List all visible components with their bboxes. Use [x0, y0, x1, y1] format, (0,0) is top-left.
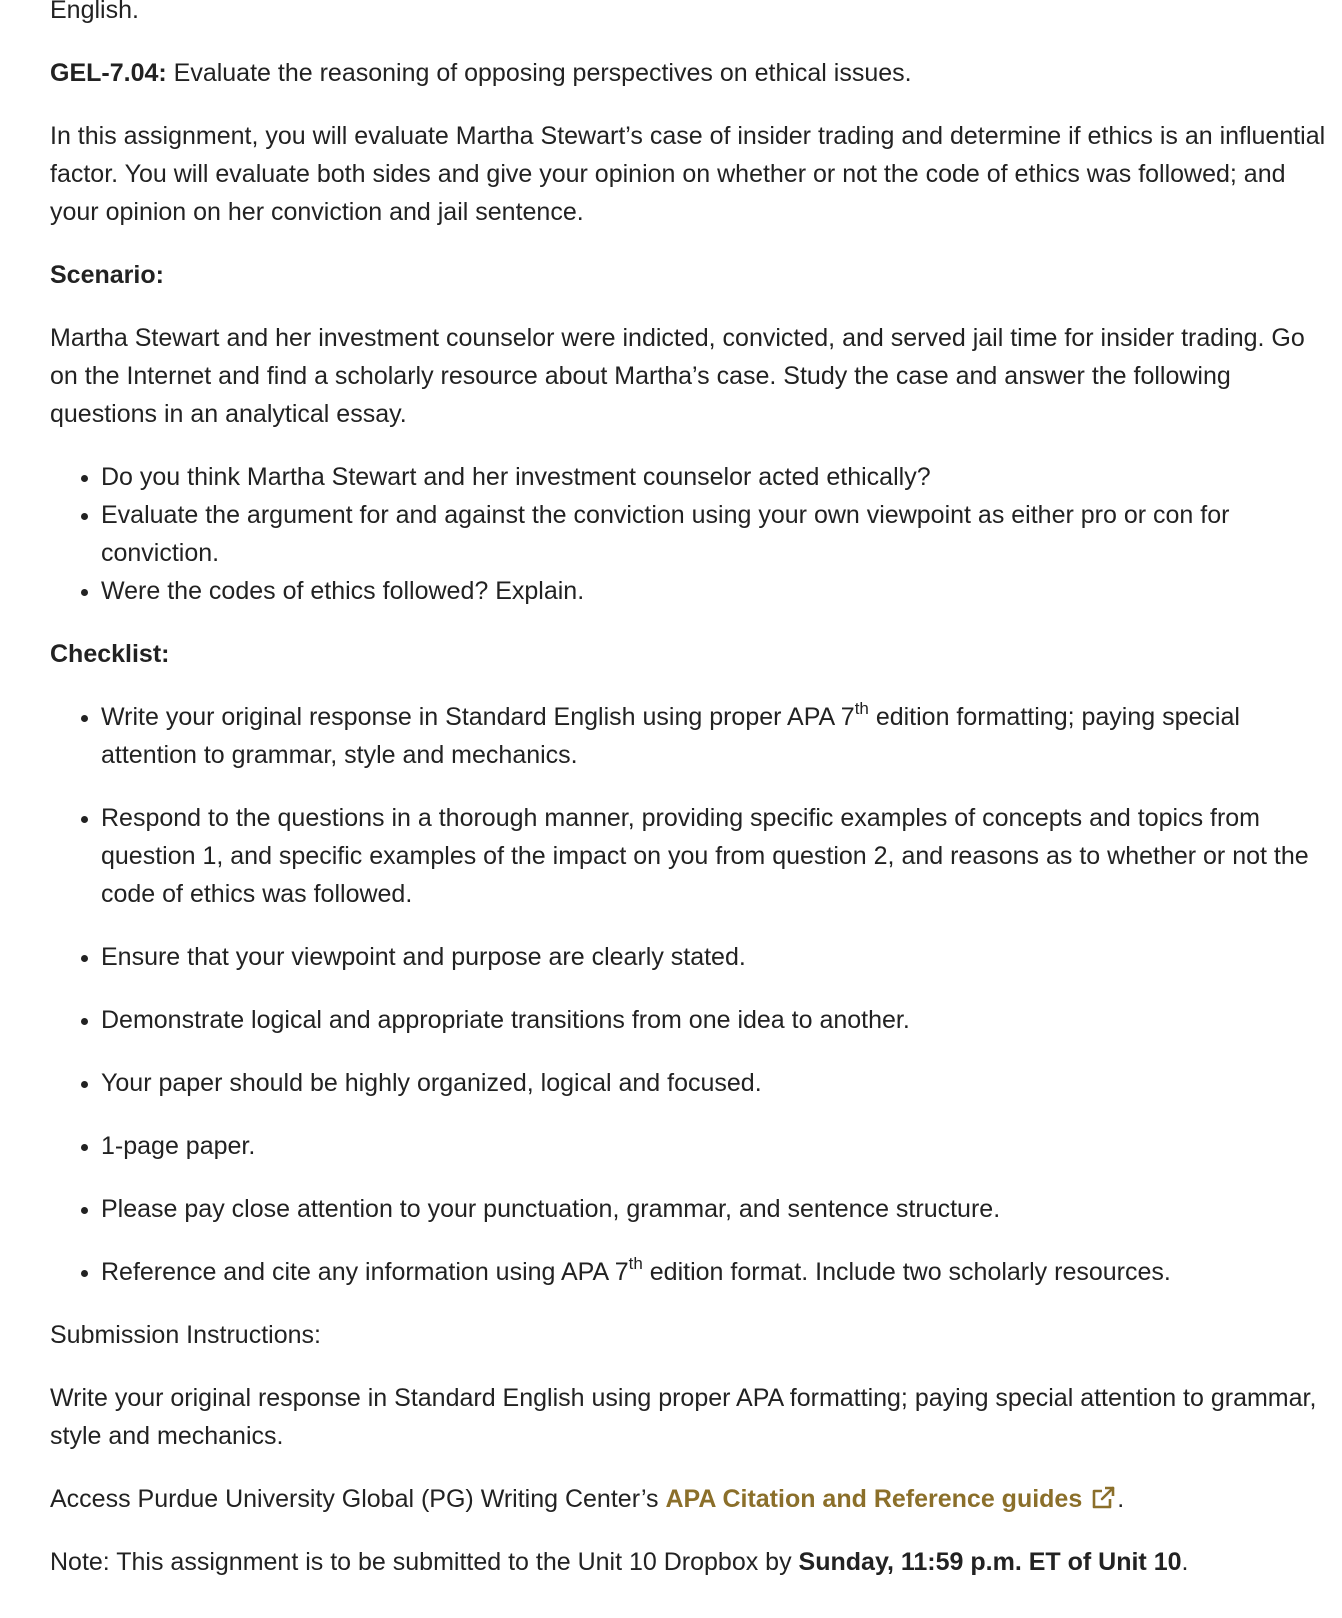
- list-item: • Do you think Martha Stewart and her investment counselor acted ethically?: [101, 458, 1330, 496]
- writing-center-access: Access Purdue University Global (PG) Writing Center’s APA Citation and Reference guides .: [50, 1485, 1125, 1513]
- submission-note: Note: This assignment is to be submitted to the Unit 10 Dropbox by Sunday, 11:59 p.m. ET of Unit 10.: [50, 1548, 1189, 1576]
- apa-guides-link[interactable]: APA Citation and Reference guides: [666, 1485, 1118, 1513]
- outcome-text: Evaluate the reasoning of opposing perspectives on ethical issues.: [166, 59, 912, 87]
- list-item: • Your paper should be highly organized, logical and focused.: [101, 1064, 1330, 1102]
- scenario-heading: Scenario:: [50, 261, 164, 289]
- list-item: • Respond to the questions in a thorough manner, providing specific examples of concepts and topics from question 1, and specific examples of the impact on you from question 2, and reasons as to whether or not the code of ethics was followed.: [101, 799, 1330, 913]
- external-link-icon: [1090, 1484, 1117, 1511]
- list-item: • Evaluate the argument for and against the conviction using your own viewpoint as either pro or con for conviction.: [101, 496, 1330, 572]
- learning-outcome: [50, 54, 1330, 92]
- intro-cut-line: English.: [50, 0, 139, 24]
- submission-paragraph: Write your original response in Standard English using proper APA formatting; paying special attention to grammar, style and mechanics.: [50, 1384, 1317, 1450]
- checklist: [50, 698, 1330, 1291]
- list-item: • Reference and cite any information using APA 7th edition format. Include two scholarly resources.: [101, 1253, 1330, 1291]
- intro-paragraph: In this assignment, you will evaluate Martha Stewart’s case of insider trading and determine if ethics is an influential factor. You will evaluate both sides and give your opinion on whether or not the code of ethics was followed; and your opinion on her conviction and jail sentence.: [50, 122, 1326, 226]
- list-item: • Were the codes of ethics followed? Explain.: [101, 572, 1330, 610]
- outcome-code: GEL-7.04:: [50, 59, 167, 87]
- due-date: Sunday, 11:59 p.m. ET of Unit 10: [798, 1548, 1182, 1576]
- scenario-paragraph: Martha Stewart and her investment counselor were indicted, convicted, and served jail time for insider trading. Go on the Internet and find a scholarly resource about Martha’s case. Study the case and answer the following questions in an analytical essay.: [50, 324, 1305, 428]
- list-item: • Demonstrate logical and appropriate transitions from one idea to another.: [101, 1001, 1330, 1039]
- list-item: • Please pay close attention to your punctuation, grammar, and sentence structure.: [101, 1190, 1330, 1228]
- list-item: • Write your original response in Standard English using proper APA 7th edition formatting; paying special attention to grammar, style and mechanics.: [101, 698, 1330, 774]
- list-item: • 1-page paper.: [101, 1127, 1330, 1165]
- assignment-content: [50, 0, 1330, 1581]
- list-item: • Ensure that your viewpoint and purpose are clearly stated.: [101, 938, 1330, 976]
- checklist-heading: Checklist:: [50, 640, 170, 668]
- submission-heading: Submission Instructions:: [50, 1321, 321, 1349]
- scenario-questions: [50, 458, 1330, 610]
